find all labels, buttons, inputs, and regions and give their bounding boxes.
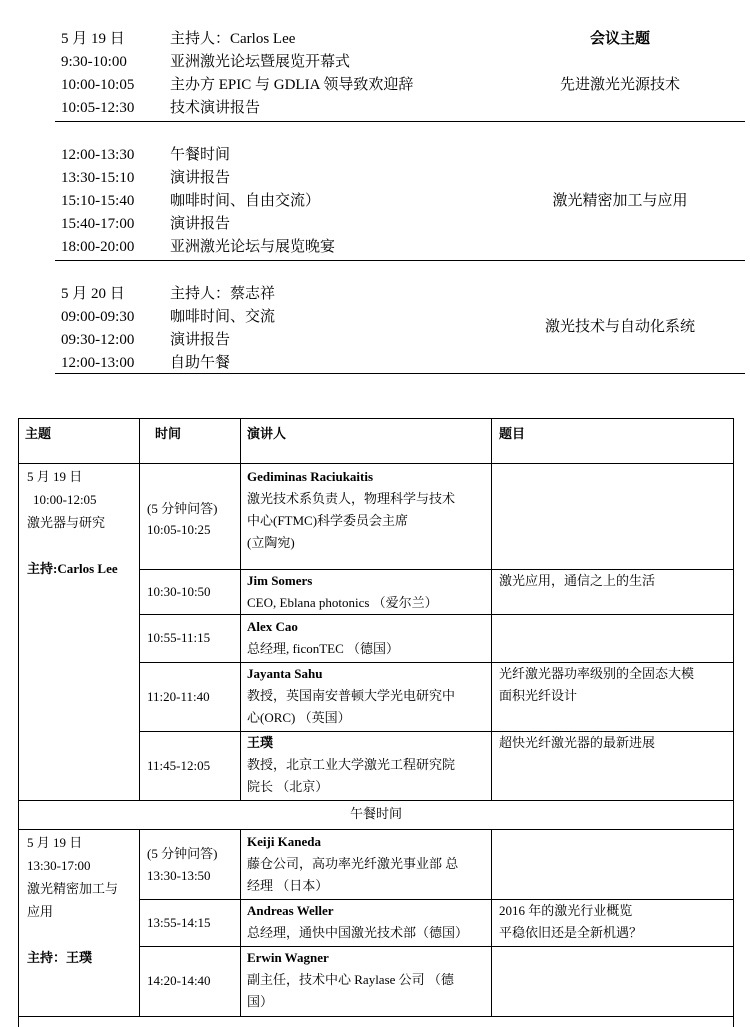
session2-time: 13:30-17:00 — [27, 858, 91, 873]
agenda-item — [55, 236, 745, 258]
agenda-header-row — [55, 283, 745, 305]
agenda-item-desc: 亚洲激光论坛暨展览开幕式 — [170, 54, 351, 70]
speaker-info: (立陶宛) — [247, 535, 295, 550]
speaker-info: CEO, Eblana photonics （爱尔兰） — [247, 595, 438, 610]
row-time: 10:05-10:25 — [147, 522, 211, 537]
session2-date: 5 月 19 日 — [27, 835, 83, 850]
agenda-theme: 激光精密加工与应用 — [552, 193, 688, 209]
row-time: 11:45-12:05 — [147, 758, 211, 773]
speaker-cell — [247, 663, 491, 729]
agenda-item — [55, 51, 745, 73]
agenda-item-time: 10:00-10:05 — [61, 77, 135, 93]
agenda-item-desc: 亚洲激光论坛与展览晚宴 — [170, 239, 336, 255]
agenda-item-desc: 演讲报告 — [170, 332, 231, 348]
agenda-afternoon — [55, 144, 745, 261]
lunch-row: 午餐时间 — [349, 806, 402, 821]
speaker-info: 藤仓公司，高功率光纤激光事业部 总 — [247, 856, 459, 871]
session1-topic: 激光器与研究 — [27, 515, 106, 530]
schedule-table — [18, 418, 734, 1027]
speaker-info: 教授，英国南安普顿大学光电研究中 — [247, 688, 456, 703]
agenda-item-time: 10:05-12:30 — [61, 100, 135, 116]
row-qa: (5 分钟问答) — [147, 501, 218, 516]
speaker-info: 中心(FTMC)科学委员会主席 — [247, 513, 409, 528]
talk-title-cell — [499, 663, 731, 707]
speaker-name: 王璞 — [247, 735, 274, 750]
talk-title: 超快光纤激光器的最新进展 — [499, 735, 656, 750]
agenda-item — [55, 167, 745, 189]
speaker-name: Alex Cao — [247, 619, 298, 634]
row-time: 13:55-14:15 — [147, 915, 211, 930]
agenda-item — [55, 97, 745, 119]
agenda-item-time: 9:30-10:00 — [61, 54, 127, 70]
speaker-cell — [247, 947, 491, 1013]
header-topic: 主题 — [25, 426, 52, 441]
agenda-item-time: 15:10-15:40 — [61, 193, 135, 209]
session1-date: 5 月 19 日 — [27, 469, 83, 484]
speaker-info: 总经理, ficonTEC （德国） — [247, 641, 400, 656]
agenda-item — [55, 352, 745, 374]
agenda-host: 主持人：Carlos Lee — [170, 31, 296, 47]
row-time: 10:55-11:15 — [147, 630, 211, 645]
agenda-item-time: 12:00-13:00 — [61, 355, 135, 371]
agenda-item-desc: 演讲报告 — [170, 216, 231, 232]
speaker-info: 经理 （日本） — [247, 878, 329, 893]
header-time: 时间 — [155, 426, 182, 441]
speaker-info: 副主任，技术中心 Raylase 公司 （德 — [247, 972, 454, 987]
session1-time: 10:00-12:05 — [33, 492, 97, 507]
speaker-info: 激光技术系负责人，物理科学与技术 — [247, 491, 456, 506]
session2-topic: 应用 — [27, 904, 54, 919]
speaker-info: 心(ORC) （英国） — [247, 710, 351, 725]
agenda-item-desc: 自助午餐 — [170, 355, 231, 371]
speaker-name: Jim Somers — [247, 573, 313, 588]
agenda-item — [55, 213, 745, 235]
agenda-item-desc: 技术演讲报告 — [170, 100, 261, 116]
speaker-cell — [247, 831, 491, 897]
agenda-item-time: 09:30-12:00 — [61, 332, 135, 348]
talk-title-cell — [499, 900, 731, 944]
speaker-name: Gediminas Raciukaitis — [247, 469, 374, 484]
speaker-cell — [247, 732, 491, 798]
agenda-item-desc: 咖啡时间、交流 — [170, 309, 276, 325]
agenda-item-time: 15:40-17:00 — [61, 216, 135, 232]
speaker-name: Andreas Weller — [247, 903, 334, 918]
row-time: 11:20-11:40 — [147, 689, 210, 704]
agenda-item-time: 09:00-09:30 — [61, 309, 135, 325]
talk-title: 面积光纤设计 — [499, 688, 578, 703]
speaker-name: Erwin Wagner — [247, 950, 329, 965]
agenda-item-desc: 咖啡时间、自由交流） — [170, 193, 321, 209]
speaker-info: 国） — [247, 994, 274, 1009]
session2-host: 主持：王璞 — [27, 950, 93, 965]
talk-title: 光纤激光器功率级别的全固态大模 — [499, 666, 695, 681]
speaker-cell — [247, 900, 491, 944]
agenda-item-desc: 演讲报告 — [170, 170, 231, 186]
speaker-cell — [247, 570, 491, 614]
row-qa: (5 分钟问答) — [147, 846, 218, 861]
row-time: 13:30-13:50 — [147, 868, 211, 883]
speaker-info: 院长 （北京） — [247, 779, 329, 794]
speaker-info: 总经理，通快中国激光技术部（德国） — [247, 925, 469, 940]
session2-topic: 激光精密加工与 — [27, 881, 119, 896]
speaker-name: Jayanta Sahu — [247, 666, 323, 681]
agenda-item — [55, 144, 745, 166]
agenda-item-time: 18:00-20:00 — [61, 239, 135, 255]
talk-title: 激光应用，通信之上的生活 — [499, 573, 656, 588]
speaker-cell — [247, 616, 491, 660]
header-speaker: 演讲人 — [247, 426, 287, 441]
agenda-item-desc: 午餐时间 — [170, 147, 231, 163]
agenda-day1 — [55, 28, 745, 122]
agenda-date: 5 月 20 日 — [61, 286, 125, 302]
agenda-date: 5 月 19 日 — [61, 31, 125, 47]
agenda-item-time: 13:30-15:10 — [61, 170, 135, 186]
speaker-name: Keiji Kaneda — [247, 834, 322, 849]
header-title: 题目 — [499, 426, 526, 441]
agenda-theme: 先进激光光源技术 — [559, 77, 680, 93]
speaker-info: 教授，北京工业大学激光工程研究院 — [247, 757, 456, 772]
agenda-item-desc: 主办方 EPIC 与 GDLIA 领导致欢迎辞 — [170, 77, 414, 93]
agenda-day2 — [55, 283, 745, 374]
speaker-cell — [247, 466, 491, 554]
row-time: 10:30-10:50 — [147, 584, 211, 599]
agenda-theme: 激光技术与自动化系统 — [544, 319, 695, 335]
agenda-host: 主持人：蔡志祥 — [170, 286, 276, 302]
row-time: 14:20-14:40 — [147, 973, 211, 988]
agenda-item-time: 12:00-13:30 — [61, 147, 135, 163]
session1-host: 主持:Carlos Lee — [27, 561, 118, 576]
agenda-item — [55, 329, 745, 351]
talk-title: 2016 年的激光行业概览 — [499, 903, 633, 918]
talk-title: 平稳依旧还是全新机遇？ — [499, 925, 643, 940]
agenda-theme-title: 会议主题 — [589, 31, 650, 47]
